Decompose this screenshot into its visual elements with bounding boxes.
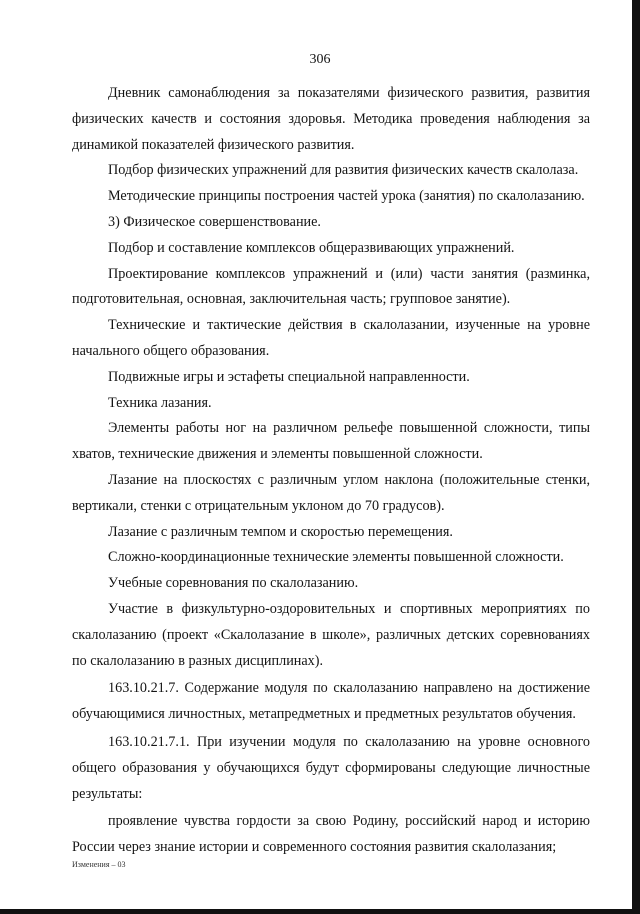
- paragraph-section-163-10-21-7: 163.10.21.7. Содержание модуля по скалолазанию направлено на достижение обучающимися личностных, метапредметных и предметных результатов обучения.: [72, 680, 590, 723]
- revision-footer: Изменения – 03: [72, 860, 126, 869]
- paragraph-participation: Участие в физкультурно-оздоровительных и спортивных мероприятиях по скалолазанию (проект «Скалолазание в школе», различных детских соревнованиях по скалолазанию в разных дисциплинах).: [72, 600, 590, 669]
- paragraph-lesson-principles: Методические принципы построения частей урока (занятия) по скалолазанию.: [108, 188, 585, 205]
- document-body: [72, 81, 590, 861]
- scan-border-right: [632, 0, 640, 914]
- paragraph-footwork: Элементы работы ног на различном рельефе повышенной сложности, типы хватов, технические движения и элементы повышенной сложности.: [72, 420, 590, 463]
- paragraph-games-relays: Подвижные игры и эстафеты специальной направленности.: [108, 368, 470, 385]
- page-number: 306: [309, 52, 331, 67]
- paragraph-patriotism: проявление чувства гордости за свою Родину, российский народ и историю России через знание истории и современного состояния развития скалолазания;: [72, 813, 590, 856]
- paragraph-competitions: Учебные соревнования по скалолазанию.: [108, 575, 359, 592]
- paragraph-climbing-technique: Техника лазания.: [108, 394, 212, 411]
- paragraph-tempo: Лазание с различным темпом и скоростью перемещения.: [108, 523, 453, 540]
- paragraph-technical-actions: Технические и тактические действия в скалолазании, изученные на уровне начального общего образования.: [72, 317, 590, 359]
- scan-border-bottom: [0, 909, 640, 914]
- paragraph-exercise-selection: Подбор физических упражнений для развития физических качеств скалолаза.: [108, 162, 579, 179]
- paragraph-self-observation: Дневник самонаблюдения за показателями физического развития, развития физических качеств и состояния здоровья. Методика проведения наблюдения за динамикой показателей физического развития.: [72, 85, 590, 153]
- paragraph-designing-complexes: Проектирование комплексов упражнений и (или) части занятия (разминка, подготовительная, основная, заключительная часть; групповое занятие).: [72, 265, 590, 308]
- paragraph-complexes: Подбор и составление комплексов общеразвивающих упражнений.: [108, 239, 515, 256]
- paragraph-physical-improvement: 3) Физическое совершенствование.: [108, 213, 321, 230]
- paragraph-coordination: Сложно-координационные технические элементы повышенной сложности.: [108, 549, 564, 566]
- paragraph-section-163-10-21-7-1: 163.10.21.7.1. При изучении модуля по скалолазанию на уровне основного общего образования у обучающихся будут сформированы следующие личностные результаты:: [72, 733, 590, 802]
- paragraph-inclined-planes: Лазание на плоскостях с различным углом наклона (положительные стенки, вертикали, стенки с отрицательным уклоном до 70 градусов).: [72, 471, 590, 514]
